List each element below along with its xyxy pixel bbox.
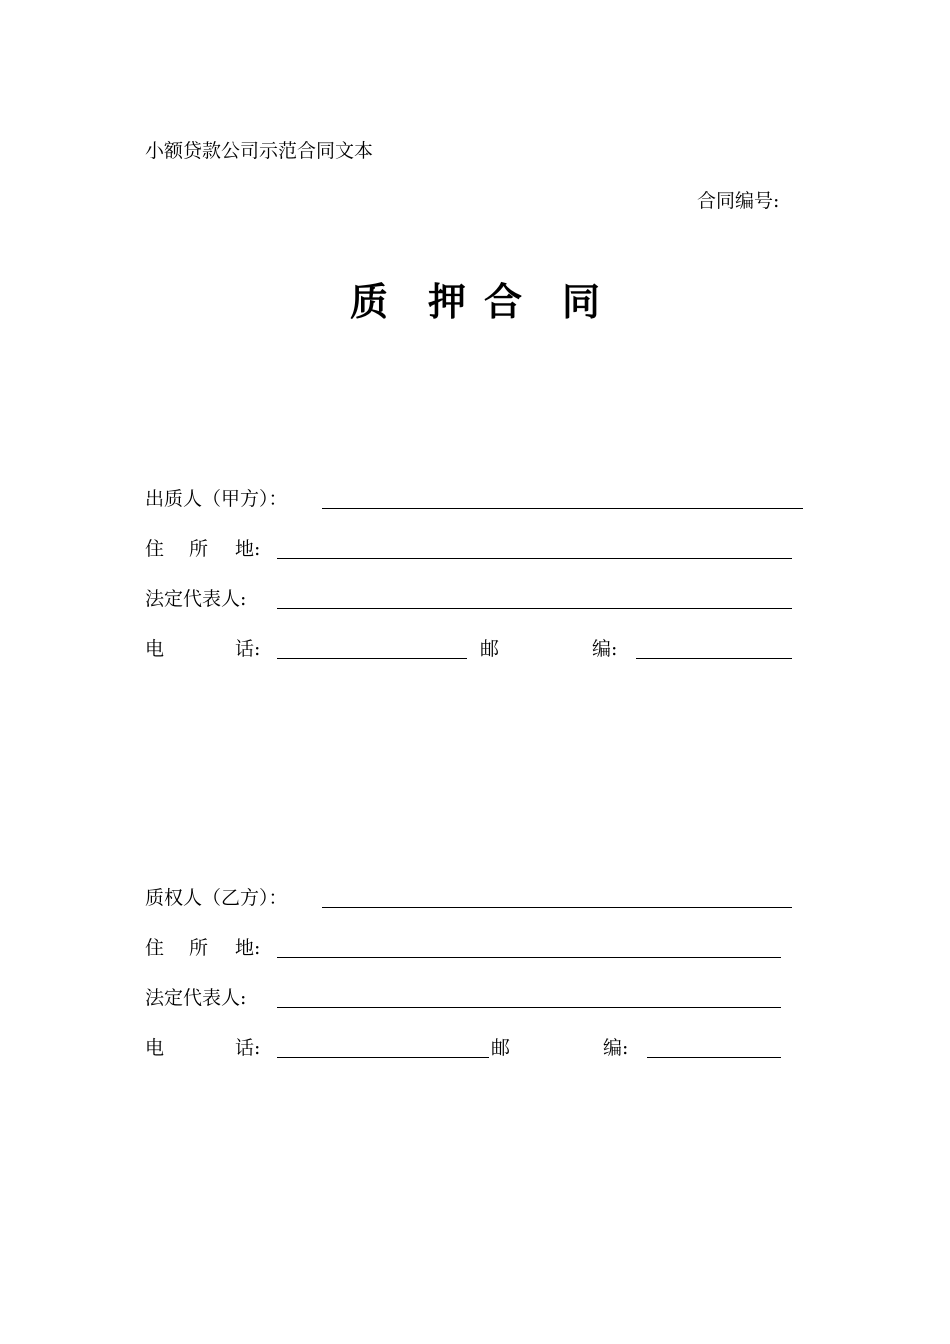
pledgor-name-row [145,484,805,514]
pledgee-phone-label-char: 话: [235,1037,261,1059]
pledgee-postcode-field[interactable] [647,1057,781,1058]
document-title [0,277,950,327]
pledgee-phone-row [145,1033,785,1063]
pledgee-address-label-char: 住 [145,937,165,959]
pledgor-phone-field[interactable] [277,658,467,659]
title-char: 押 [427,280,466,324]
pledgee-address-label-char: 地: [235,937,261,959]
pledgor-address-label-char: 地: [235,538,261,560]
pledgor-address-label-char: 住 [145,538,165,560]
pledgor-address-row [145,534,795,564]
pledgee-phone-label-char: 电 [145,1037,165,1059]
pledgor-address-field[interactable] [277,558,792,559]
pledgee-legal-rep-field[interactable] [277,1007,781,1008]
pledgee-legal-rep-label: 法定代表人: [145,987,247,1009]
pledgor-address-label-char: 所 [189,538,209,560]
title-char: 合 [484,280,523,324]
pledgor-postcode-label-char: 编: [592,638,618,660]
pledgor-name-label: 出质人（甲方）： [145,488,288,510]
pledgee-postcode-label-char: 编: [603,1037,629,1059]
pledgee-address-label-char: 所 [189,937,209,959]
pledgee-address-field[interactable] [277,957,781,958]
pledgor-legal-rep-field[interactable] [277,608,792,609]
pledgee-postcode-label-char: 邮 [491,1037,511,1059]
pledgee-name-label: 质权人（乙方）： [145,887,288,909]
pledgor-phone-label-char: 话: [235,638,261,660]
pledgee-address-row [145,933,785,963]
pledgor-postcode-label-char: 邮 [480,638,500,660]
contract-number-label: 合同编号: [697,190,780,212]
pledgor-phone-label-char: 电 [145,638,165,660]
pledgee-legal-rep-row [145,983,785,1013]
pledgee-phone-field[interactable] [277,1057,489,1058]
pledgee-name-field[interactable] [322,907,792,908]
pledgee-name-row [145,883,795,913]
document-header: 小额贷款公司示范合同文本 [145,140,374,162]
pledgor-phone-row [145,634,795,664]
pledgor-legal-rep-row [145,584,795,614]
pledgor-legal-rep-label: 法定代表人: [145,588,247,610]
title-char: 同 [562,280,601,324]
pledgor-postcode-field[interactable] [636,658,792,659]
pledgor-name-field[interactable] [322,508,803,509]
title-char: 质 [349,280,388,324]
